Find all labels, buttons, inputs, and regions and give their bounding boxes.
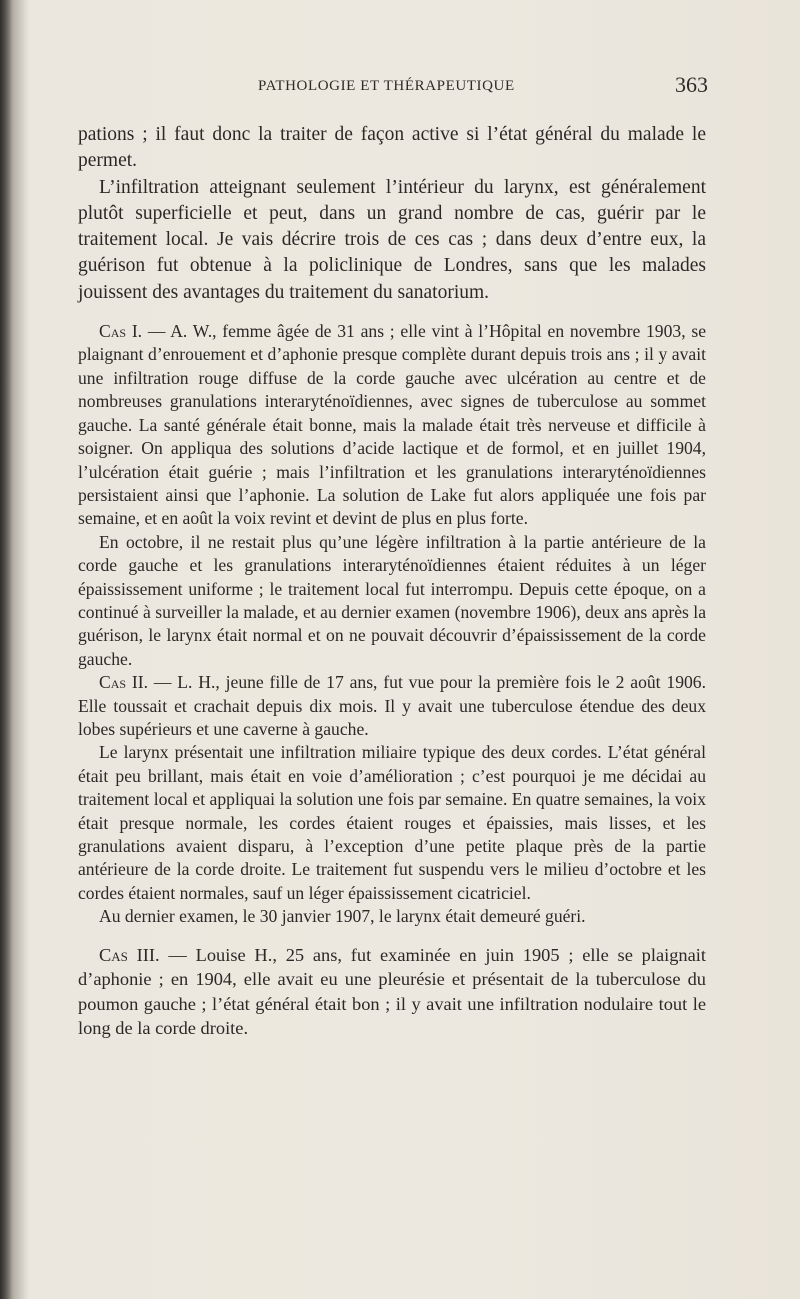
case-2-paragraph-1 — [78, 671, 706, 741]
case-3-label: Cas III. — [99, 944, 160, 965]
page-header — [80, 70, 708, 102]
page-number: 363 — [675, 72, 708, 97]
running-title: PATHOLOGIE ET THÉRAPEUTIQUE — [258, 78, 515, 94]
page-body — [78, 122, 706, 1041]
case-3-text-1: — Louise H., 25 ans, fut examinée en juin 1905 ; elle se plaignait d’aphonie ; en 1904, elle avait eu une pleurésie et présentait de la tuberculose du poumon gauche ; l’état général était bon ; il y avait une infiltration nodulaire tout le long de la corde droite. — [78, 944, 706, 1039]
case-2-text-1: — L. H., jeune fille de 17 ans, fut vue pour la première fois le 2 août 1906. Elle toussait et crachait depuis dix mois. Il y avait une tuberculose étendue des deux lobes supérieurs et une caverne à gauche. — [78, 672, 706, 739]
case-1-label: Cas I. — [99, 321, 143, 342]
case-3-section — [78, 943, 706, 1041]
intro-section — [78, 122, 706, 306]
cases-section — [78, 320, 706, 929]
case-2-label: Cas II. — [99, 672, 149, 693]
case-2-paragraph-2: Le larynx présentait une infiltration miliaire typique des deux cordes. L’état général était peu brillant, mais était en voie d’amélioration ; c’est pourquoi je me décidai au traitement local et appliquai la solution une fois par semaine. En quatre semaines, la voix était presque normale, les cordes étaient rouges et épaissies, mais lisses, et les granulations avaient disparu, à l’exception d’une petite plaque près de la partie antérieure de la corde droite. Le traitement fut suspendu vers le milieu d’octobre et les cordes étaient normales, sauf un léger épaississement cicatriciel. — [78, 742, 706, 903]
case-3-paragraph-1 — [78, 943, 706, 1041]
intro-paragraph-1: pations ; il faut donc la traiter de façon active si l’état général du malade le permet. — [78, 124, 706, 172]
case-2-paragraph-3: Au dernier examen, le 30 janvier 1907, le larynx était demeuré guéri. — [99, 906, 586, 927]
case-1-text-1: — A. W., femme âgée de 31 ans ; elle vint à l’Hôpital en novembre 1903, se plaignant d’enrouement et d’aphonie presque complète durant depuis trois ans ; il y avait une infiltration rouge diffuse de la corde gauche avec ulcération au centre et de nombreuses granulations interaryténoïdiennes, avec signes de tuberculose au sommet gauche. La santé générale était bonne, mais la malade était très nerveuse et difficile à soigner. On appliqua des solutions d’acide lactique et de formol, et en juillet 1904, l’ulcération était guérie ; mais l’infiltration et les granulations interaryténoïdiennes persistaient ainsi que l’aphonie. La solution de Lake fut alors appliquée une fois par semaine, et en août la voix revint et devint de plus en plus forte. — [78, 321, 706, 529]
intro-paragraph-2: L’infiltration atteignant seulement l’intérieur du larynx, est généralement plutôt superficielle et peut, dans un grand nombre de cas, guérir par le traitement local. Je vais décrire trois de ces cas ; dans deux d’entre eux, la guérison fut obtenue à la policlinique de Londres, sans que les malades jouissent des avantages du traitement du sanatorium. — [78, 176, 706, 303]
case-1-paragraph-1 — [78, 320, 706, 531]
case-1-paragraph-2: En octobre, il ne restait plus qu’une légère infiltration à la partie antérieure de la corde gauche et les granulations interaryténoïdiennes étaient réduites à un léger épaississement uniforme ; le traitement local fut interrompu. Depuis cette époque, on a continué à surveiller la malade, et au dernier examen (novembre 1906), deux ans après la guérison, le larynx était normal et on ne pouvait découvrir d’épaississement de la corde gauche. — [78, 531, 706, 669]
binding-shadow — [0, 0, 30, 1299]
